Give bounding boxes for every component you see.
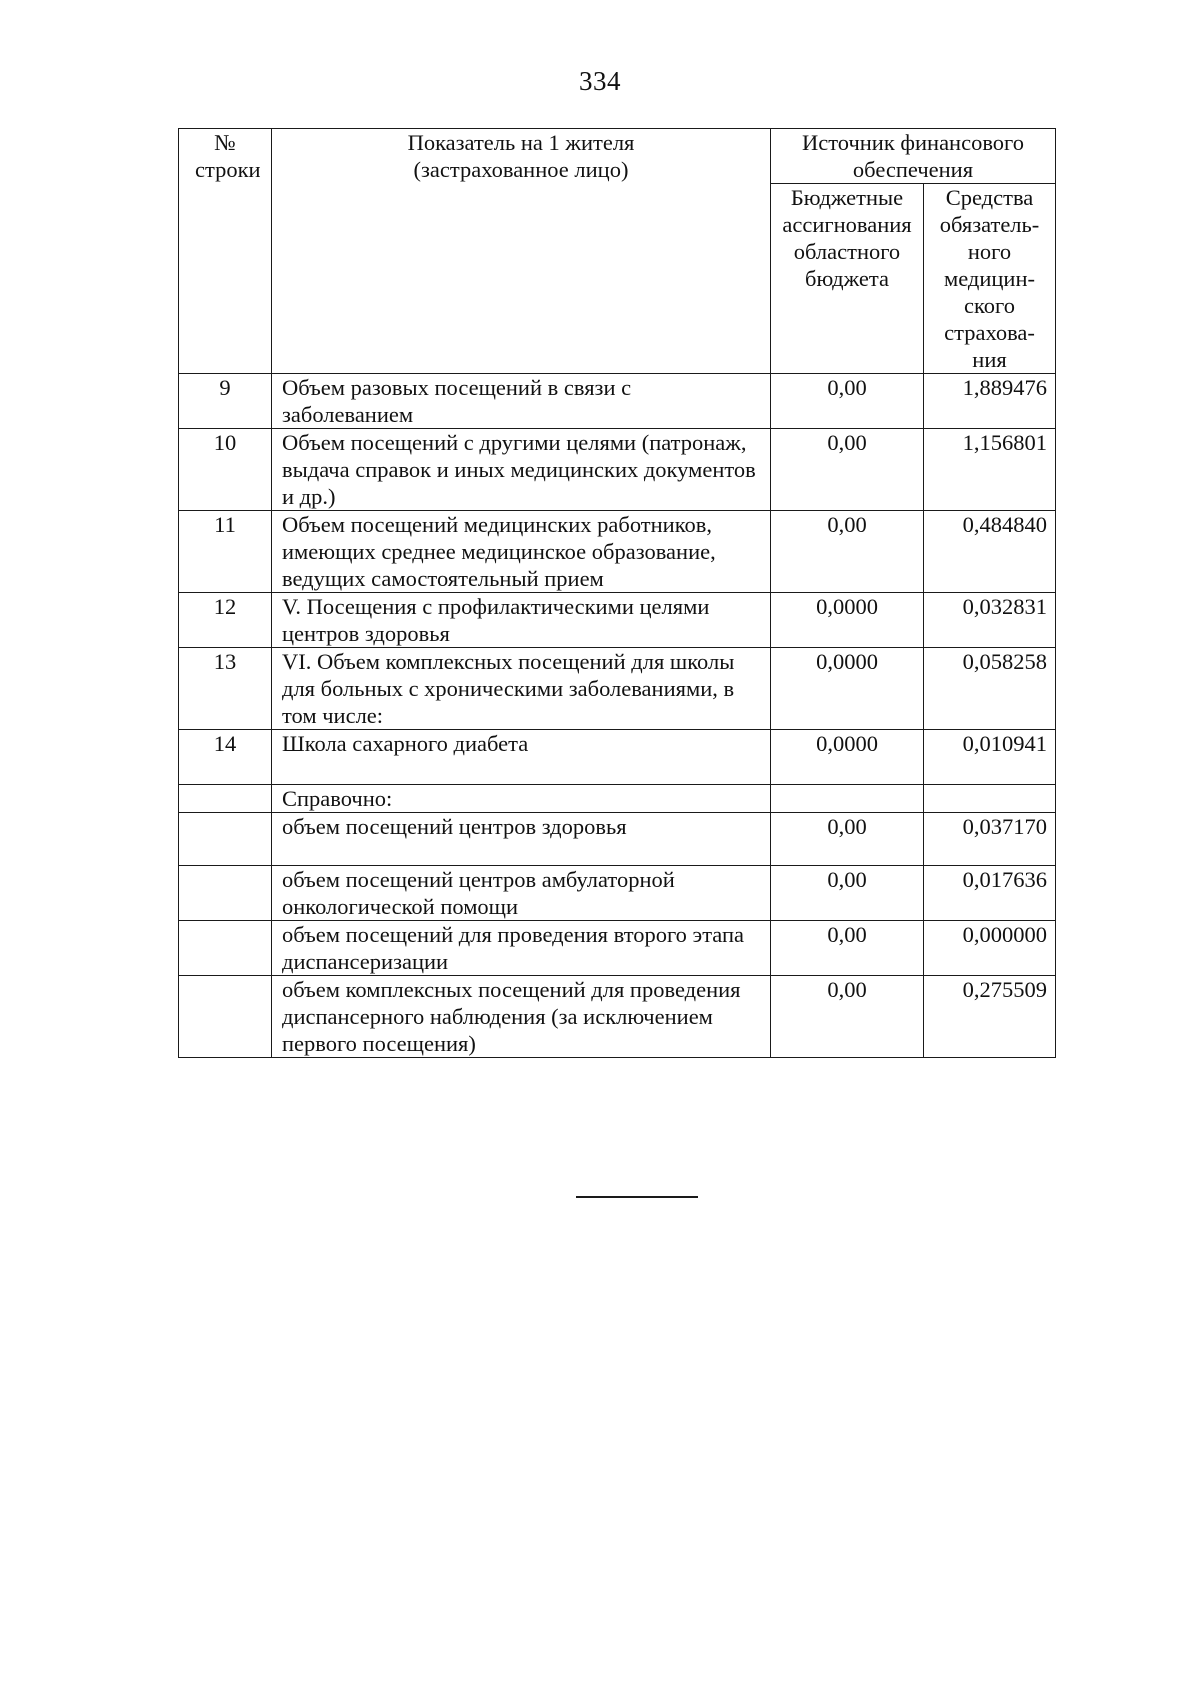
- row-number-cell: 11: [179, 511, 272, 593]
- table-row: [179, 976, 1056, 1058]
- row-number-cell: 12: [179, 593, 272, 648]
- indicator-cell: объем комплексных посещений для проведения диспансерного наблюдения (за исключением первого посещения): [272, 976, 771, 1058]
- indicator-table: [178, 128, 1056, 1058]
- budget-value-cell: [771, 785, 924, 813]
- header-funding-source-label: Источник финансового обеспечения: [802, 130, 1024, 182]
- page-number: 334: [579, 66, 621, 96]
- indicator-cell: V. Посещения с профилактическими целями центров здоровья: [272, 593, 771, 648]
- budget-value-cell: 0,00: [771, 866, 924, 921]
- header-oms: [924, 184, 1056, 374]
- header-row-number: [179, 129, 272, 374]
- indicator-cell: объем посещений центров амбулаторной онкологической помощи: [272, 866, 771, 921]
- row-number-cell: 14: [179, 730, 272, 785]
- oms-value-cell: 0,037170: [924, 813, 1056, 866]
- budget-value-cell: 0,0000: [771, 593, 924, 648]
- header-budget: [771, 184, 924, 374]
- row-number-cell: [179, 785, 272, 813]
- table-row: [179, 921, 1056, 976]
- row-number-cell: 9: [179, 374, 272, 429]
- budget-value-cell: 0,00: [771, 511, 924, 593]
- oms-value-cell: 0,000000: [924, 921, 1056, 976]
- budget-value-cell: 0,00: [771, 813, 924, 866]
- budget-value-cell: 0,0000: [771, 648, 924, 730]
- oms-value-cell: 0,484840: [924, 511, 1056, 593]
- row-number-cell: [179, 813, 272, 866]
- table-row-reference-heading: [179, 785, 1056, 813]
- budget-value-cell: 0,00: [771, 976, 924, 1058]
- table-row: [179, 593, 1056, 648]
- row-number-cell: 10: [179, 429, 272, 511]
- budget-value-cell: 0,0000: [771, 730, 924, 785]
- table-row: [179, 813, 1056, 866]
- table-row: [179, 511, 1056, 593]
- table-row: [179, 374, 1056, 429]
- oms-value-cell: 0,017636: [924, 866, 1056, 921]
- oms-value-cell: 0,032831: [924, 593, 1056, 648]
- row-number-cell: [179, 921, 272, 976]
- budget-value-cell: 0,00: [771, 429, 924, 511]
- indicator-cell: объем посещений центров здоровья: [272, 813, 771, 866]
- header-indicator: [272, 129, 771, 374]
- indicator-cell: Объем посещений с другими целями (патронаж, выдача справок и иных медицинских документов и др.): [272, 429, 771, 511]
- indicator-cell: Школа сахарного диабета: [272, 730, 771, 785]
- table-row: [179, 866, 1056, 921]
- budget-value-cell: 0,00: [771, 374, 924, 429]
- indicator-cell: Объем разовых посещений в связи с заболеванием: [272, 374, 771, 429]
- oms-value-cell: 1,156801: [924, 429, 1056, 511]
- header-indicator-label: Показатель на 1 жителя (застрахованное лицо): [407, 130, 635, 182]
- header-oms-label: Средства обязатель-ного медицин-ского страхова-ния: [939, 185, 1040, 372]
- header-budget-label: Бюджетные ассигнования областного бюджета: [782, 185, 912, 291]
- header-funding-source: [771, 129, 1056, 184]
- oms-value-cell: 0,010941: [924, 730, 1056, 785]
- table-row: [179, 648, 1056, 730]
- indicator-cell: Справочно:: [272, 785, 771, 813]
- oms-value-cell: 0,058258: [924, 648, 1056, 730]
- header-row-number-label: № строки: [195, 130, 261, 182]
- table-row: [179, 429, 1056, 511]
- indicator-cell: VI. Объем комплексных посещений для школы для больных с хроническими заболеваниями, в том числе:: [272, 648, 771, 730]
- row-number-cell: [179, 976, 272, 1058]
- closing-rule: [576, 1196, 698, 1198]
- oms-value-cell: [924, 785, 1056, 813]
- oms-value-cell: 0,275509: [924, 976, 1056, 1058]
- oms-value-cell: 1,889476: [924, 374, 1056, 429]
- row-number-cell: 13: [179, 648, 272, 730]
- budget-value-cell: 0,00: [771, 921, 924, 976]
- indicator-cell: Объем посещений медицинских работников, имеющих среднее медицинское образование, ведущих самостоятельный прием: [272, 511, 771, 593]
- row-number-cell: [179, 866, 272, 921]
- indicator-cell: объем посещений для проведения второго этапа диспансеризации: [272, 921, 771, 976]
- table-row: [179, 730, 1056, 785]
